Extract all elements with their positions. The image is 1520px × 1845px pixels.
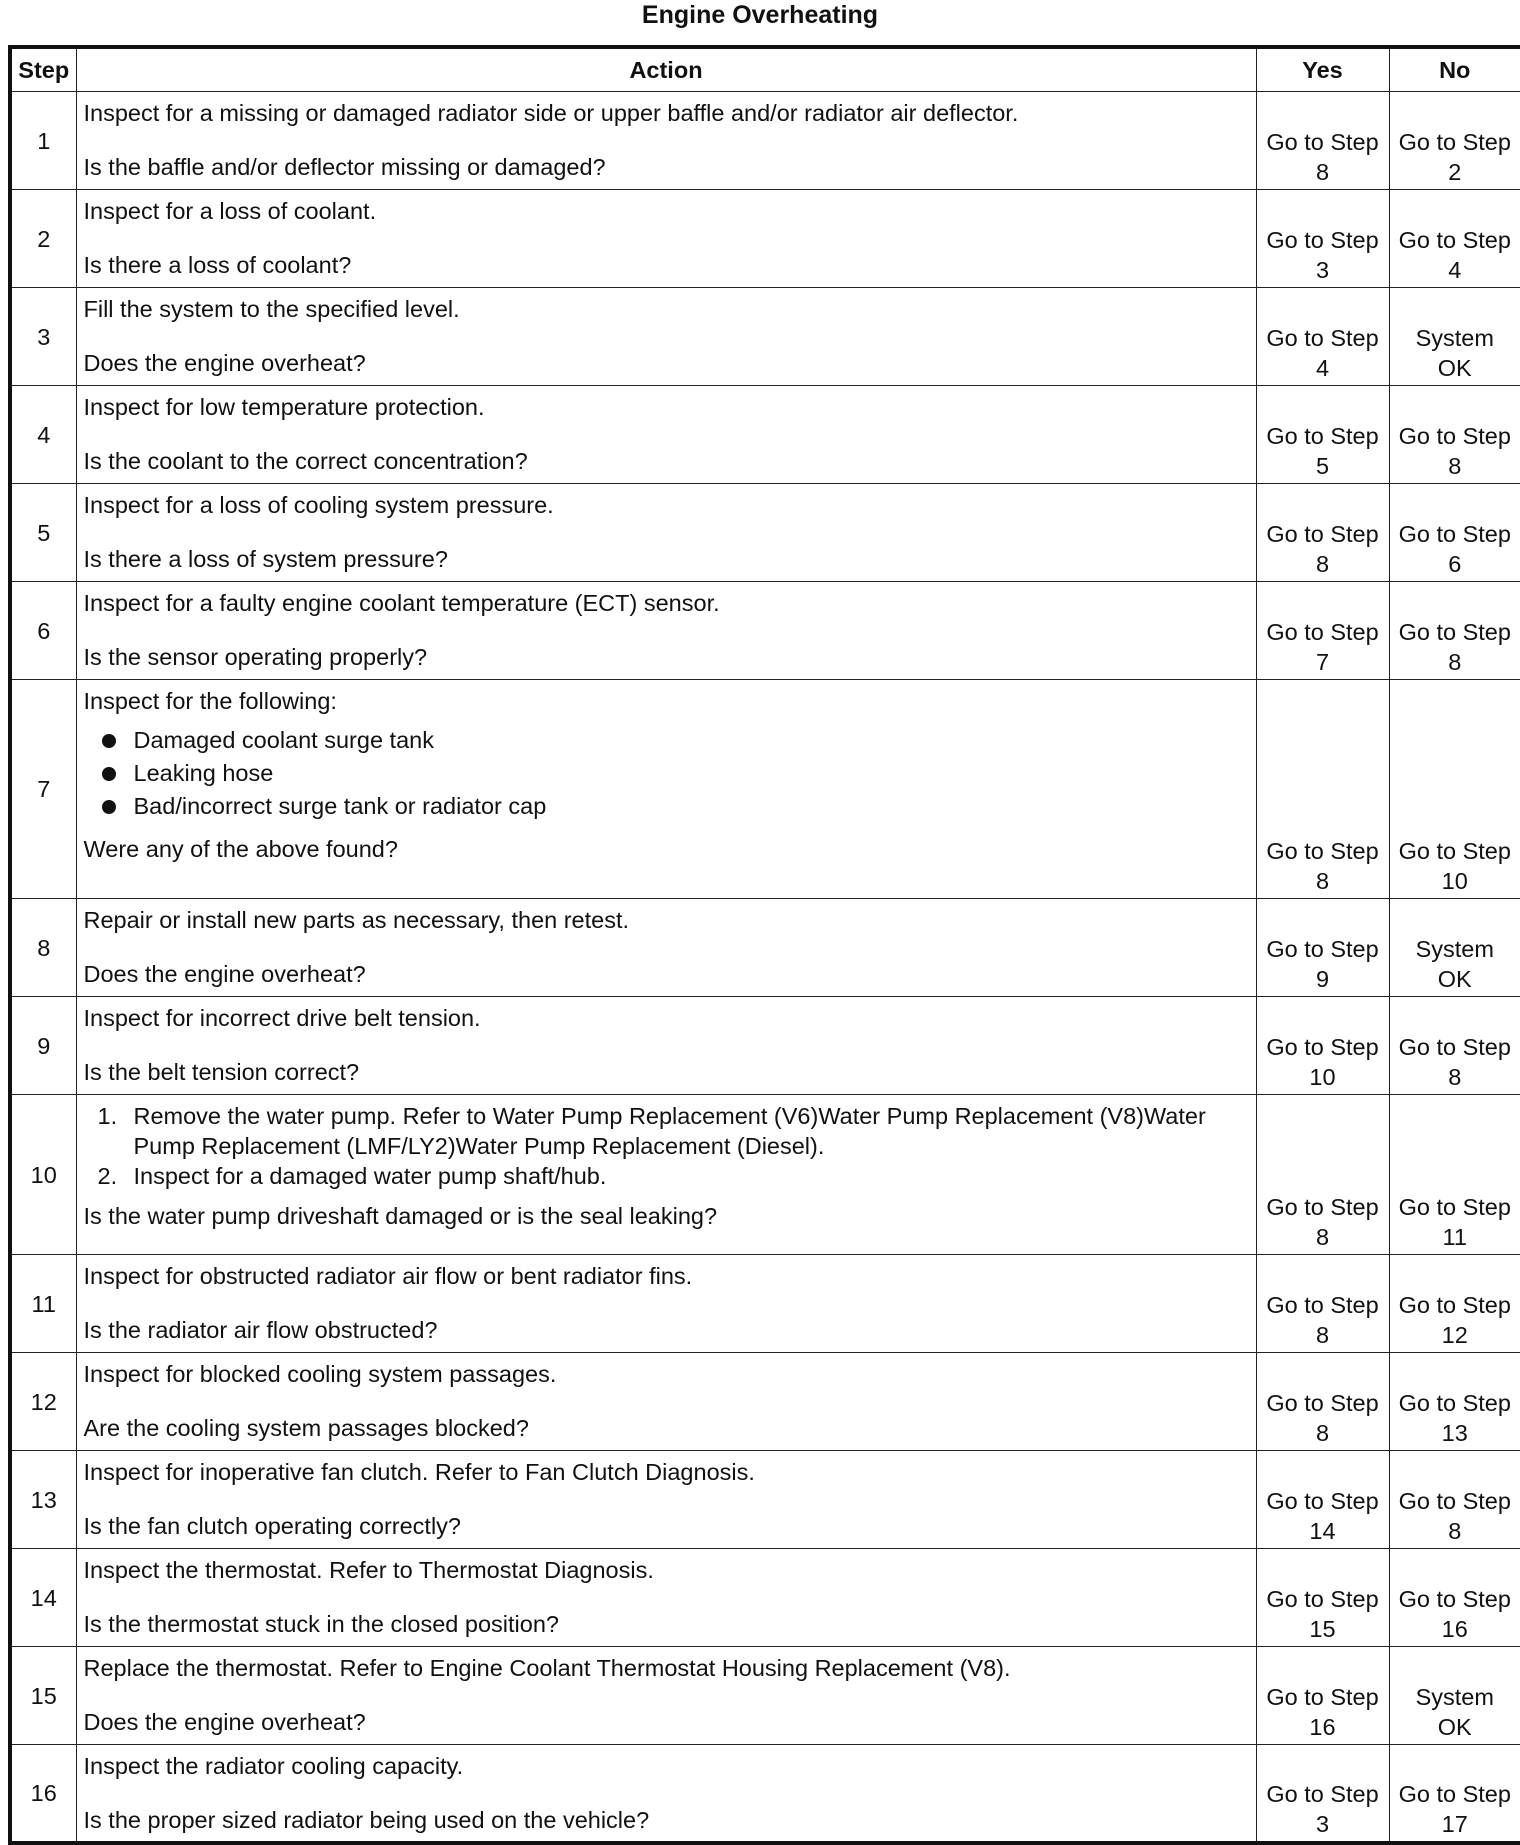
no-label: Go to Step xyxy=(1390,519,1520,549)
yes-cell xyxy=(1256,1095,1389,1255)
header-no: No xyxy=(1389,47,1520,92)
action-text: Inspect for incorrect drive belt tension. xyxy=(84,1003,1250,1033)
bullet-item: Damaged coolant surge tank xyxy=(84,725,1250,758)
yes-value: 10 xyxy=(1257,1062,1389,1092)
yes-value: 7 xyxy=(1257,647,1389,677)
action-cell xyxy=(76,997,1256,1095)
action-question: Does the engine overheat? xyxy=(84,959,1250,989)
no-label: Go to Step xyxy=(1390,1779,1520,1809)
yes-cell xyxy=(1256,92,1389,190)
no-cell xyxy=(1389,680,1520,899)
yes-cell xyxy=(1256,997,1389,1095)
action-cell xyxy=(76,484,1256,582)
action-cell xyxy=(76,92,1256,190)
step-number: 2 xyxy=(10,190,76,288)
table-row xyxy=(10,1353,1520,1451)
yes-cell xyxy=(1256,1255,1389,1353)
action-question: Is the belt tension correct? xyxy=(84,1057,1250,1087)
yes-value: 8 xyxy=(1257,1320,1389,1350)
no-cell xyxy=(1389,92,1520,190)
action-cell xyxy=(76,899,1256,997)
yes-cell xyxy=(1256,582,1389,680)
no-value: 13 xyxy=(1390,1418,1520,1448)
no-value: 11 xyxy=(1390,1222,1520,1252)
action-cell xyxy=(76,386,1256,484)
numbered-item: 2. Inspect for a damaged water pump shaft/hub. xyxy=(84,1161,1250,1191)
action-text: Inspect for a loss of coolant. xyxy=(84,196,1250,226)
action-cell xyxy=(76,190,1256,288)
yes-value: 5 xyxy=(1257,451,1389,481)
yes-label: Go to Step xyxy=(1257,519,1389,549)
action-question: Does the engine overheat? xyxy=(84,348,1250,378)
step-number: 6 xyxy=(10,582,76,680)
yes-value: 8 xyxy=(1257,549,1389,579)
no-value: 4 xyxy=(1390,255,1520,285)
step-number: 4 xyxy=(10,386,76,484)
yes-label: Go to Step xyxy=(1257,127,1389,157)
step-number: 3 xyxy=(10,288,76,386)
action-text: Inspect for a faulty engine coolant temperature (ECT) sensor. xyxy=(84,588,1250,618)
no-cell xyxy=(1389,288,1520,386)
table-row xyxy=(10,484,1520,582)
no-cell xyxy=(1389,1549,1520,1647)
action-question: Is there a loss of coolant? xyxy=(84,250,1250,280)
diagnostic-table xyxy=(8,45,1520,1845)
yes-cell xyxy=(1256,1549,1389,1647)
no-cell xyxy=(1389,386,1520,484)
action-cell xyxy=(76,1095,1256,1255)
no-value: OK xyxy=(1390,1712,1520,1742)
no-label: Go to Step xyxy=(1390,1290,1520,1320)
bullet-item: Bad/incorrect surge tank or radiator cap xyxy=(84,791,1250,824)
no-cell xyxy=(1389,1255,1520,1353)
table-row xyxy=(10,92,1520,190)
action-question: Is the radiator air flow obstructed? xyxy=(84,1315,1250,1345)
numbered-item: 1. Remove the water pump. Refer to Water Pump Replacement (V6)Water Pump Replacement (V8)Water Pump Replacement (LMF/LY2)Water Pump Replacement (Diesel). xyxy=(84,1101,1250,1161)
bullet-list xyxy=(84,725,1250,824)
header-yes: Yes xyxy=(1256,47,1389,92)
action-cell xyxy=(76,1549,1256,1647)
table-row xyxy=(10,386,1520,484)
no-label: Go to Step xyxy=(1390,127,1520,157)
step-number: 8 xyxy=(10,899,76,997)
action-question: Is the proper sized radiator being used on the vehicle? xyxy=(84,1805,1250,1835)
no-label: Go to Step xyxy=(1390,1388,1520,1418)
table-row xyxy=(10,1647,1520,1745)
no-cell xyxy=(1389,582,1520,680)
yes-cell xyxy=(1256,680,1389,899)
yes-value: 16 xyxy=(1257,1712,1389,1742)
yes-value: 15 xyxy=(1257,1614,1389,1644)
yes-label: Go to Step xyxy=(1257,1486,1389,1516)
no-cell xyxy=(1389,1095,1520,1255)
action-cell xyxy=(76,288,1256,386)
table-row xyxy=(10,1095,1520,1255)
no-cell xyxy=(1389,484,1520,582)
step-number: 11 xyxy=(10,1255,76,1353)
yes-label: Go to Step xyxy=(1257,1192,1389,1222)
step-number: 12 xyxy=(10,1353,76,1451)
no-label: Go to Step xyxy=(1390,1486,1520,1516)
yes-label: Go to Step xyxy=(1257,617,1389,647)
step-number: 9 xyxy=(10,997,76,1095)
yes-label: Go to Step xyxy=(1257,1388,1389,1418)
no-label: Go to Step xyxy=(1390,421,1520,451)
yes-label: Go to Step xyxy=(1257,934,1389,964)
action-text: Inspect the thermostat. Refer to Thermostat Diagnosis. xyxy=(84,1555,1250,1585)
action-text: Inspect for blocked cooling system passages. xyxy=(84,1359,1250,1389)
action-cell xyxy=(76,1353,1256,1451)
action-text: Fill the system to the specified level. xyxy=(84,294,1250,324)
yes-value: 8 xyxy=(1257,1418,1389,1448)
table-row xyxy=(10,288,1520,386)
yes-label: Go to Step xyxy=(1257,421,1389,451)
action-question: Is the baffle and/or deflector missing or damaged? xyxy=(84,152,1250,182)
action-text: Replace the thermostat. Refer to Engine Coolant Thermostat Housing Replacement (V8). xyxy=(84,1653,1250,1683)
no-value: OK xyxy=(1390,353,1520,383)
bullet-dot-icon xyxy=(102,734,116,748)
action-question: Is the fan clutch operating correctly? xyxy=(84,1511,1250,1541)
action-text: Inspect for inoperative fan clutch. Refer to Fan Clutch Diagnosis. xyxy=(84,1457,1250,1487)
step-number: 13 xyxy=(10,1451,76,1549)
action-question: Is the thermostat stuck in the closed position? xyxy=(84,1609,1250,1639)
table-row xyxy=(10,1549,1520,1647)
action-cell xyxy=(76,1451,1256,1549)
yes-label: Go to Step xyxy=(1257,1779,1389,1809)
no-value: 8 xyxy=(1390,1062,1520,1092)
no-value: OK xyxy=(1390,964,1520,994)
no-label: Go to Step xyxy=(1390,1032,1520,1062)
no-label: Go to Step xyxy=(1390,1584,1520,1614)
no-label: System xyxy=(1390,934,1520,964)
no-cell xyxy=(1389,1647,1520,1745)
action-cell xyxy=(76,1255,1256,1353)
action-cell xyxy=(76,1647,1256,1745)
action-text: Repair or install new parts as necessary, then retest. xyxy=(84,905,1250,935)
yes-label: Go to Step xyxy=(1257,1032,1389,1062)
yes-label: Go to Step xyxy=(1257,225,1389,255)
action-cell xyxy=(76,1745,1256,1843)
table-row xyxy=(10,1745,1520,1843)
action-text: Inspect for a missing or damaged radiator side or upper baffle and/or radiator air deflector. xyxy=(84,98,1250,128)
table-header-row xyxy=(10,47,1520,92)
table-row xyxy=(10,899,1520,997)
action-question: Is there a loss of system pressure? xyxy=(84,544,1250,574)
yes-cell xyxy=(1256,899,1389,997)
yes-value: 8 xyxy=(1257,866,1389,896)
step-number: 10 xyxy=(10,1095,76,1255)
action-text: Inspect the radiator cooling capacity. xyxy=(84,1751,1250,1781)
table-row xyxy=(10,190,1520,288)
yes-cell xyxy=(1256,1451,1389,1549)
table-row xyxy=(10,1255,1520,1353)
step-number: 16 xyxy=(10,1745,76,1843)
yes-label: Go to Step xyxy=(1257,836,1389,866)
yes-value: 8 xyxy=(1257,1222,1389,1252)
no-value: 8 xyxy=(1390,647,1520,677)
no-cell xyxy=(1389,190,1520,288)
table-row xyxy=(10,1451,1520,1549)
action-text: Inspect for low temperature protection. xyxy=(84,392,1250,422)
header-action: Action xyxy=(76,47,1256,92)
action-question: Is the sensor operating properly? xyxy=(84,642,1250,672)
yes-value: 14 xyxy=(1257,1516,1389,1546)
no-value: 10 xyxy=(1390,866,1520,896)
step-number: 7 xyxy=(10,680,76,899)
action-question: Were any of the above found? xyxy=(84,834,1250,864)
no-value: 17 xyxy=(1390,1809,1520,1839)
no-label: Go to Step xyxy=(1390,1192,1520,1222)
numbered-list xyxy=(84,1101,1250,1191)
table-row xyxy=(10,997,1520,1095)
document-title: Engine Overheating xyxy=(0,0,1520,34)
table-row xyxy=(10,680,1520,899)
step-number: 14 xyxy=(10,1549,76,1647)
no-value: 16 xyxy=(1390,1614,1520,1644)
yes-value: 3 xyxy=(1257,1809,1389,1839)
no-cell xyxy=(1389,1353,1520,1451)
no-label: Go to Step xyxy=(1390,836,1520,866)
no-value: 8 xyxy=(1390,451,1520,481)
bullet-dot-icon xyxy=(102,800,116,814)
yes-cell xyxy=(1256,484,1389,582)
table-row xyxy=(10,582,1520,680)
yes-cell xyxy=(1256,1647,1389,1745)
yes-cell xyxy=(1256,288,1389,386)
no-cell xyxy=(1389,997,1520,1095)
yes-cell xyxy=(1256,386,1389,484)
yes-label: Go to Step xyxy=(1257,1682,1389,1712)
no-cell xyxy=(1389,899,1520,997)
yes-cell xyxy=(1256,190,1389,288)
bullet-dot-icon xyxy=(102,767,116,781)
yes-value: 4 xyxy=(1257,353,1389,383)
no-value: 6 xyxy=(1390,549,1520,579)
action-question: Is the water pump driveshaft damaged or is the seal leaking? xyxy=(84,1201,1250,1231)
yes-value: 3 xyxy=(1257,255,1389,285)
step-number: 5 xyxy=(10,484,76,582)
action-text: Inspect for the following: xyxy=(84,686,1250,716)
yes-cell xyxy=(1256,1745,1389,1843)
action-question: Is the coolant to the correct concentration? xyxy=(84,446,1250,476)
no-cell xyxy=(1389,1745,1520,1843)
header-step: Step xyxy=(10,47,76,92)
no-cell xyxy=(1389,1451,1520,1549)
action-question: Does the engine overheat? xyxy=(84,1707,1250,1737)
action-cell xyxy=(76,680,1256,899)
yes-cell xyxy=(1256,1353,1389,1451)
bullet-item: Leaking hose xyxy=(84,758,1250,791)
step-number: 1 xyxy=(10,92,76,190)
yes-label: Go to Step xyxy=(1257,323,1389,353)
yes-value: 8 xyxy=(1257,157,1389,187)
action-question: Are the cooling system passages blocked? xyxy=(84,1413,1250,1443)
yes-value: 9 xyxy=(1257,964,1389,994)
action-text: Inspect for obstructed radiator air flow or bent radiator fins. xyxy=(84,1261,1250,1291)
step-number: 15 xyxy=(10,1647,76,1745)
yes-label: Go to Step xyxy=(1257,1290,1389,1320)
no-label: Go to Step xyxy=(1390,225,1520,255)
no-label: System xyxy=(1390,323,1520,353)
action-cell xyxy=(76,582,1256,680)
action-text: Inspect for a loss of cooling system pressure. xyxy=(84,490,1250,520)
no-label: System xyxy=(1390,1682,1520,1712)
no-value: 8 xyxy=(1390,1516,1520,1546)
no-value: 2 xyxy=(1390,157,1520,187)
no-label: Go to Step xyxy=(1390,617,1520,647)
yes-label: Go to Step xyxy=(1257,1584,1389,1614)
no-value: 12 xyxy=(1390,1320,1520,1350)
